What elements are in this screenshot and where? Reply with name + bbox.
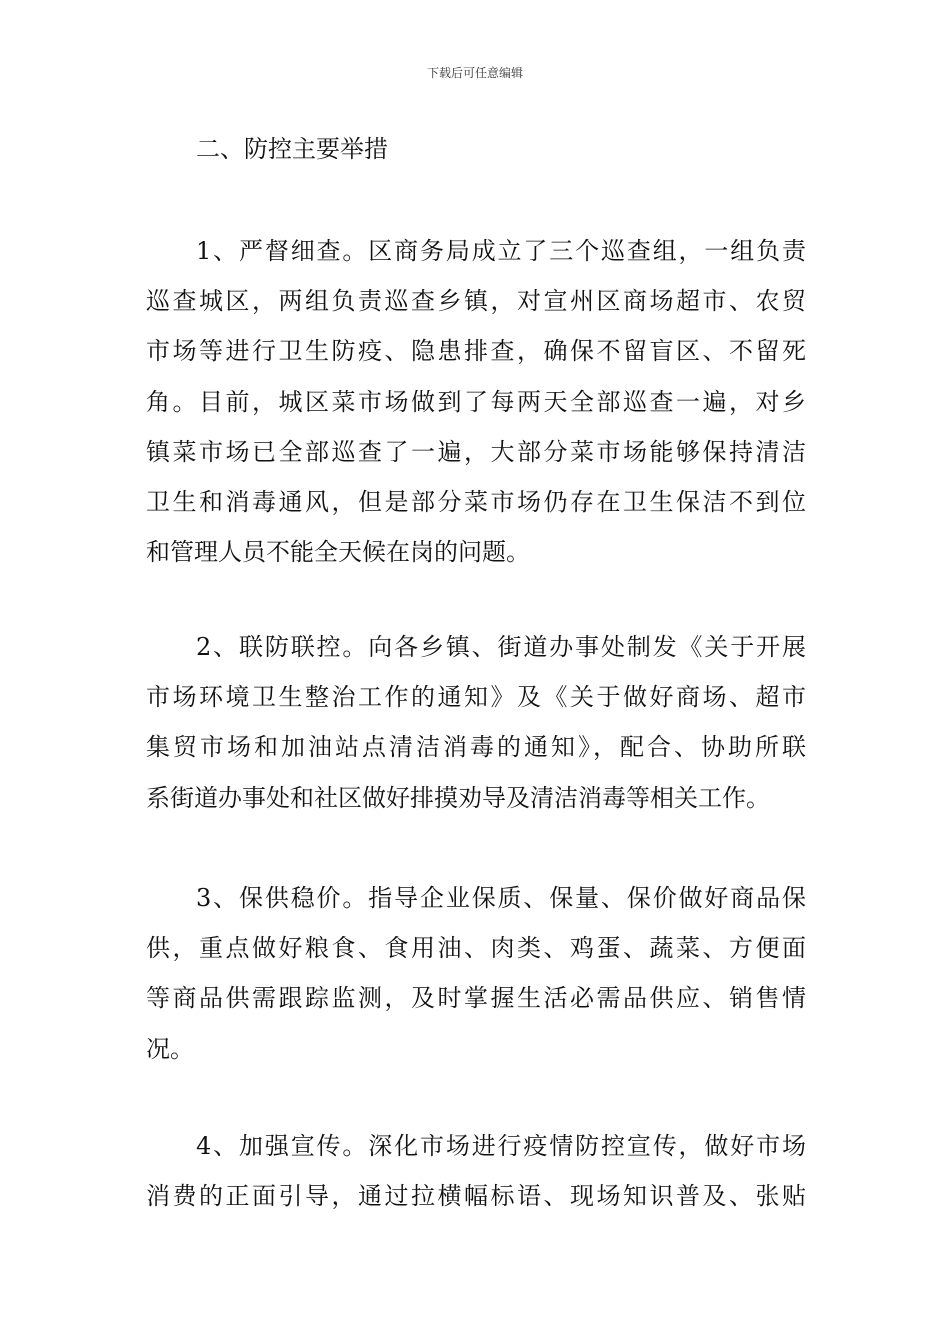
header-note: 下载后可任意编辑 [426, 66, 523, 80]
paragraph-line: 3、保供稳价。指导企业保质、保量、保价做好商品保 [196, 884, 806, 912]
paragraph-line: 况。 [146, 1034, 194, 1063]
paragraph-line: 镇菜市场已全部巡查了一遍，大部分菜市场能够保持清洁 [146, 437, 806, 466]
paragraph-line: 系街道办事处和社区做好排摸劝导及清洁消毒等相关工作。 [146, 783, 770, 812]
paragraph-line: 巡查城区，两组负责巡查乡镇，对宣州区商场超市、农贸 [146, 287, 806, 316]
paragraph-4 [146, 1121, 806, 1221]
paragraph-line: 卫生和消毒通风，但是部分菜市场仍存在卫生保洁不到位 [146, 488, 806, 517]
paragraph-line: 和管理人员不能全天候在岗的问题。 [146, 538, 530, 567]
section-heading: 二、防控主要举措 [196, 135, 388, 163]
paragraph-1 [146, 226, 806, 577]
paragraph-line: 1、严督细查。区商务局成立了三个巡查组，一组负责 [196, 237, 806, 265]
paragraph-line: 供，重点做好粮食、食用油、肉类、鸡蛋、蔬菜、方便面 [146, 934, 806, 963]
paragraph-line: 消费的正面引导，通过拉横幅标语、现场知识普及、张贴 [146, 1182, 806, 1211]
paragraph-line: 集贸市场和加油站点清洁消毒的通知》，配合、协助所联 [146, 733, 806, 762]
paragraph-3 [146, 873, 806, 1074]
paragraph-line: 2、联防联控。向各乡镇、街道办事处制发《关于开展 [196, 633, 806, 661]
paragraph-line: 4、加强宣传。深化市场进行疫情防控宣传，做好市场 [196, 1132, 806, 1160]
paragraph-line: 角。目前，城区菜市场做到了每两天全部巡查一遍，对乡 [146, 387, 806, 416]
paragraph-line: 市场等进行卫生防疫、隐患排查，确保不留盲区、不留死 [146, 337, 806, 366]
paragraph-line: 等商品供需跟踪监测，及时掌握生活必需品供应、销售情 [146, 984, 806, 1013]
paragraph-line: 市场环境卫生整治工作的通知》及《关于做好商场、超市 [146, 683, 806, 712]
paragraph-2 [146, 622, 806, 823]
